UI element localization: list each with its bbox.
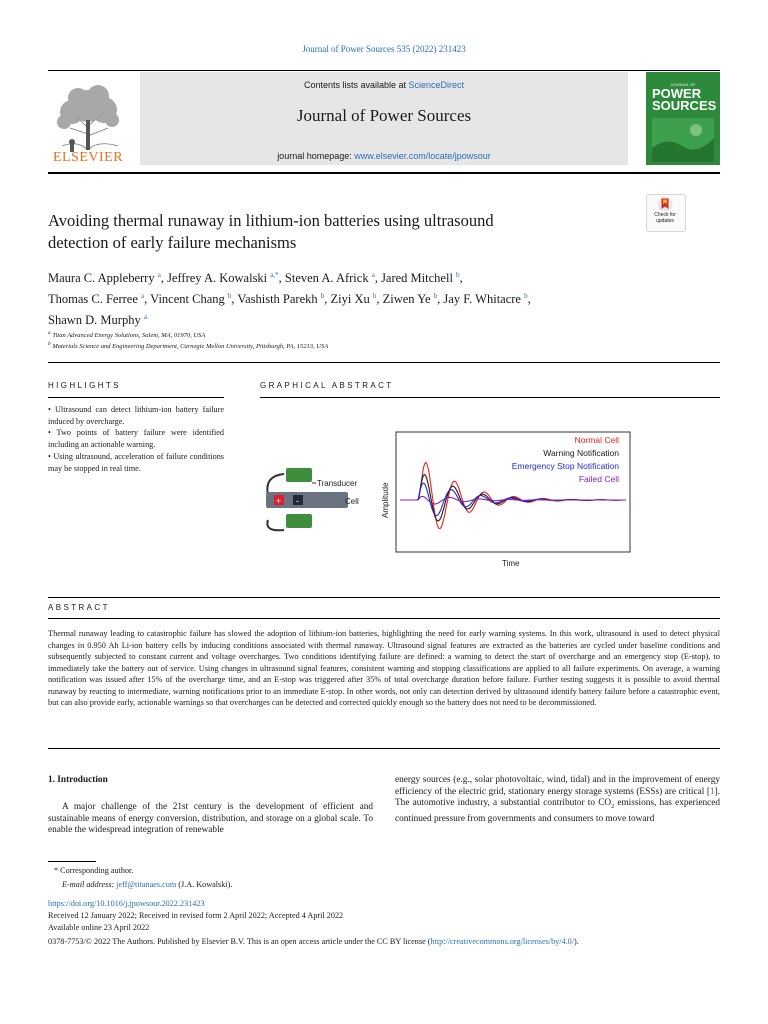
header-bottom-rule <box>48 172 720 174</box>
author[interactable]: Ziwen Ye $^b$ <box>382 292 438 307</box>
journal-title: Journal of Power Sources <box>296 106 472 125</box>
contents-prefix: Contents lists available at <box>303 80 409 90</box>
author[interactable]: Steven A. Africk $^a$ <box>284 271 375 286</box>
article-title-line1: Avoiding thermal runaway in lithium-ion batteries using ultrasound <box>48 211 494 230</box>
highlights-heading: HIGHLIGHTS <box>48 381 121 390</box>
affiliation-b: $^b$ Materials Science and Engineering Department, Carnegie Mellon University, Pittsburgh, PA, 15213, USA <box>48 341 329 351</box>
author[interactable]: Ziyi Xu $^b$ <box>330 292 377 307</box>
highlight-item: • Using ultrasound, acceleration of failure conditions may be stopped in real time. <box>48 451 224 473</box>
legend-normal-cell: Normal Cell <box>574 435 619 445</box>
legend-failed: Failed Cell <box>578 474 619 484</box>
cover-title <box>652 88 718 112</box>
legend-estop: Emergency Stop Notification <box>511 461 619 471</box>
cover-title-line2: SOURCES <box>652 98 717 113</box>
article-title-line2: detection of early failure mechanisms <box>48 233 297 252</box>
highlights-rule <box>48 397 224 398</box>
graphical-abstract-rule <box>260 397 720 398</box>
highlight-item: • Two points of battery failure were identified including an actionable warning. <box>48 428 224 450</box>
transducer-label: Transducer <box>317 479 358 488</box>
cover-art <box>652 118 714 162</box>
author-email-link[interactable]: jeff@titanaes.com <box>116 880 177 889</box>
author-list: Maura C. Appleberry $^a$, Jeffrey A. Kowalski $^{a,*}$, Steven A. Africk $^a$, Jared Mitchell $^b$, Thomas C. Ferree $^a$, Vincent Chang $^b$, Vashisth Parekh $^b$, Ziyi Xu $^b$, Ziwen Ye $^b$, Jay F. Whitacre $^b$, Shawn D. Murphy $^a$ <box>48 271 531 328</box>
license-statement: 0378-7753/© 2022 The Authors. Published by Elsevier B.V. This is an open access article under the CC BY license (http://creativecommons.org/licenses/by/4.0/). <box>48 937 579 946</box>
graphical-abstract-figure[interactable] <box>260 400 720 590</box>
abstract-body: Thermal runaway leading to catastrophic failure has slowed the adoption of lithium-ion batteries, highlighting the need for early warning systems. In this work, ultrasound is used to detect physical changes in 0.950 Ah Li-ion battery cells by inducing conditions associated with thermal runaway. Ultrasound signal features are extracted as the batteries are cycled under baseline conditions and subsequently subjected to constant current and voltage overcharges. Two conditions identifying failure are defined: a warning to detect the start of overcharge and an emergency stop (E-stop), to immediately take the battery out of service. Using changes in ultrasound signal features, consistent warning and stopping classifications are applied to all failure experiments. On average, a warning notification was issued after 15% of the overcharge time, and an E-stop was triggered after 35% of total overcharge duration before failure. Further testing suggests it is possible to avoid thermal runaway by reacting to intermediate, warning notifications prior to an immediate E-stop. In other words, not only can detection derived by ultrasound identify battery failure before a catastrophic event, but can also provide early, actionable warnings so that overcharges can be detected and corrected quickly enough so the battery does not need to be decommissioned. <box>48 629 720 707</box>
divider <box>48 362 720 363</box>
graphical-abstract-heading: GRAPHICAL ABSTRACT <box>260 381 394 390</box>
highlights-list <box>48 404 224 474</box>
author[interactable]: Maura C. Appleberry $^a$ <box>48 271 161 286</box>
intro-left-column: A major challenge of the 21st century is the development of efficient and sustainable means of energy conversion, distribution, and storage on a global scale. To enable the widespread integration of renewable <box>48 802 373 836</box>
homepage-line <box>140 151 628 161</box>
sciencedirect-link[interactable]: ScienceDirect <box>408 80 465 90</box>
author[interactable]: Vincent Chang $^b$ <box>150 292 232 307</box>
cover-small-text: JOURNAL OF <box>670 82 696 87</box>
journal-homepage-link[interactable]: www.elsevier.com/locate/jpowsour <box>354 151 491 161</box>
homepage-prefix: journal homepage: <box>277 151 355 161</box>
author[interactable]: Vashisth Parekh $^b$ <box>237 292 325 307</box>
check-for-updates-label <box>646 212 684 224</box>
legend-warning: Warning Notification <box>543 448 619 458</box>
corresponding-author-note: * Corresponding author. <box>54 866 134 875</box>
highlight-item: • Ultrasound can detect lithium-ion battery failure induced by overcharge. <box>48 405 224 426</box>
chart-x-axis-label: Time <box>502 559 520 568</box>
updates-label-line1: Check for <box>654 212 676 218</box>
available-online: Available online 23 April 2022 <box>48 923 150 932</box>
abstract-rule <box>48 618 720 619</box>
author[interactable]: Jay F. Whitacre $^b$ <box>443 292 528 307</box>
contents-line <box>140 80 628 90</box>
divider <box>48 597 720 598</box>
bottom-transducer-icon <box>286 514 312 528</box>
email-note: E-mail address: jeff@titanaes.com (J.A. Kowalski). <box>62 880 233 889</box>
svg-text:-: - <box>296 496 299 506</box>
chart-series <box>400 462 626 528</box>
waveform-series-0 <box>400 462 626 528</box>
divider <box>48 748 720 749</box>
author[interactable]: Shawn D. Murphy $^a$ <box>48 313 147 328</box>
elsevier-wordmark[interactable]: ELSEVIER <box>52 150 124 165</box>
abstract-heading: ABSTRACT <box>48 603 110 612</box>
transducer-schematic <box>266 468 359 530</box>
received-dates: Received 12 January 2022; Received in revised form 2 April 2022; Accepted 4 April 2022 <box>48 911 344 920</box>
author[interactable]: Jeffrey A. Kowalski $^{a,*}$ <box>167 271 279 286</box>
affiliation-a: $^a$ Titan Advanced Energy Solutions, Salem, MA, 01970, USA <box>48 330 206 340</box>
license-link[interactable]: http://creativecommons.org/licenses/by/4.0/ <box>430 937 575 946</box>
header-top-rule <box>48 70 720 71</box>
updates-label-line2: updates <box>656 218 674 224</box>
introduction-heading: 1. Introduction <box>48 775 108 785</box>
svg-text:+: + <box>276 496 282 506</box>
updates-bookmark-icon <box>657 196 673 212</box>
chart-y-axis-label: Amplitude <box>381 482 390 518</box>
reference-link[interactable]: 1 <box>709 786 715 797</box>
article-title <box>48 210 618 254</box>
footnote-rule <box>48 861 96 862</box>
author[interactable]: Thomas C. Ferree $^a$ <box>48 292 145 307</box>
cell-label: Cell <box>345 497 359 506</box>
author[interactable]: Jared Mitchell $^b$ <box>381 271 460 286</box>
intro-right-column: energy sources (e.g., solar photovoltaic, wind, tidal) and in the improvement of energy efficiency of the electric grid, stationary energy storage systems (ESSs) are critical [1]. The automotive industry, a substantial contributor to $CO_2$ emissions, has experienced continued pressure from governments and consumers to move toward <box>395 775 720 824</box>
journal-citation-link[interactable]: Journal of Power Sources 535 (2022) 231423 <box>302 44 466 54</box>
doi-link[interactable]: https://doi.org/10.1016/j.jpowsour.2022.231423 <box>48 899 205 908</box>
cover-title-line1: POWER <box>652 86 702 101</box>
top-transducer-icon <box>286 468 312 482</box>
